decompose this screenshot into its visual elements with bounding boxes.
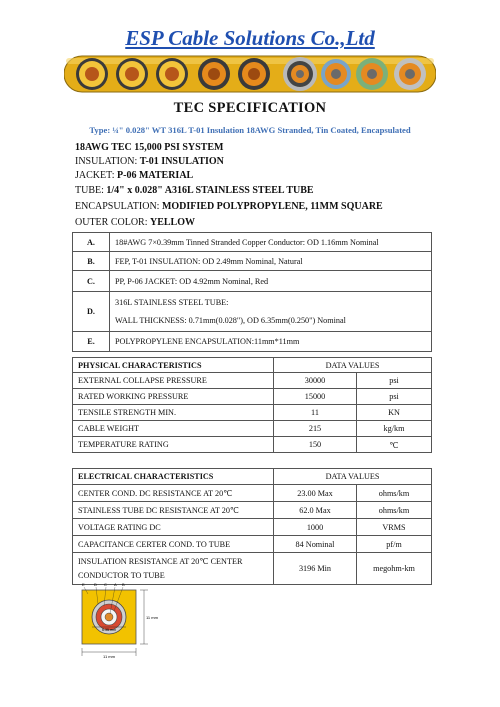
- property-value: 84 Nominal: [274, 536, 357, 553]
- spec-tube-value: 1/4" x 0.028" A316L STAINLESS STEEL TUBE: [106, 185, 314, 196]
- cable-cross-section-left: [76, 58, 188, 90]
- spec-insulation-label: INSULATION:: [75, 156, 140, 167]
- property-value: 30000: [274, 373, 357, 389]
- table-row: [73, 437, 432, 453]
- table-row: [73, 252, 432, 271]
- property-name: TENSILE STRENGTH MIN.: [73, 405, 274, 421]
- property-unit: VRMS: [357, 519, 432, 536]
- cable-banner-image: [64, 52, 436, 96]
- table-row: [73, 233, 432, 252]
- spec-outer-color-label: OUTER COLOR:: [75, 217, 150, 228]
- spec-insulation: [75, 155, 455, 169]
- property-name: EXTERNAL COLLAPSE PRESSURE: [73, 373, 274, 389]
- spec-outer-color: [75, 216, 455, 230]
- construction-key: B.: [73, 252, 110, 271]
- property-unit: megohm-km: [357, 553, 432, 585]
- spec-tube-label: TUBE:: [75, 185, 107, 196]
- property-unit: KN: [357, 405, 432, 421]
- table-row: [73, 405, 432, 421]
- table-row: [73, 292, 432, 332]
- table-row: [73, 389, 432, 405]
- electrical-table: [72, 468, 432, 585]
- table-row: [73, 536, 432, 553]
- property-name: CAPACITANCE CERTER COND. TO TUBE: [73, 536, 274, 553]
- table-header-row: [73, 469, 432, 485]
- diagram-label-c: C: [104, 582, 107, 587]
- property-name: STAINLESS TUBE DC RESISTANCE AT 20℃: [73, 502, 274, 519]
- table-row: [73, 332, 432, 352]
- property-value: 215: [274, 421, 357, 437]
- spec-jacket-value: P-06 MATERIAL: [117, 170, 194, 181]
- physical-values-header: DATA VALUES: [274, 358, 432, 373]
- property-unit: kg/km: [357, 421, 432, 437]
- spec-encapsulation-label: ENCAPSULATION:: [75, 201, 162, 212]
- table-row: [73, 519, 432, 536]
- property-value: 1000: [274, 519, 357, 536]
- spec-jacket-label: JACKET:: [75, 170, 118, 181]
- property-name: CENTER COND. DC RESISTANCE AT 20℃: [73, 485, 274, 502]
- company-name: ESP Cable Solutions Co.,Ltd: [125, 26, 375, 50]
- physical-table: [72, 357, 432, 453]
- spec-system: [75, 141, 455, 155]
- type-subtitle: Type: ¼" 0.028" WT 316L T-01 Insulation 18AWG Stranded, Tin Coated, Encapsulated: [89, 125, 411, 135]
- electrical-values-header: DATA VALUES: [274, 469, 432, 485]
- property-value: 150: [274, 437, 357, 453]
- spec-encapsulation-value: MODIFIED POLYPROPYLENE, 11MM SQUARE: [161, 201, 383, 212]
- cross-section-diagram: [74, 580, 164, 660]
- construction-line: WALL THICKNESS: 0.71mm(0.028"), OD 6.35mm(0.250") Nominal: [115, 315, 346, 325]
- diagram-label-d: D: [94, 582, 97, 587]
- table-row: [73, 271, 432, 292]
- table-row: [73, 421, 432, 437]
- property-unit: ohms/km: [357, 485, 432, 502]
- property-value: 15000: [274, 389, 357, 405]
- diagram-label-e: E: [82, 582, 85, 587]
- construction-value: 18#AWG 7×0.39mm Tinned Stranded Copper Conductor: OD 1.16mm Nominal: [110, 233, 432, 252]
- construction-line: 316L STAINLESS STEEL TUBE:: [115, 297, 229, 307]
- property-value: 62.0 Max: [274, 502, 357, 519]
- table-header-row: [73, 358, 432, 373]
- spec-insulation-value: T-01 INSULATION: [139, 156, 224, 167]
- physical-header: PHYSICAL CHARACTERISTICS: [73, 358, 274, 373]
- property-unit: ohms/km: [357, 502, 432, 519]
- property-unit: pf/m: [357, 536, 432, 553]
- construction-key: E.: [73, 332, 110, 352]
- property-unit: ℃: [357, 437, 432, 453]
- construction-key: D.: [73, 292, 110, 332]
- conductor-circle: [105, 613, 113, 621]
- property-name-line: INSULATION RESISTANCE AT 20℃ CENTER: [78, 556, 243, 566]
- property-name: TEMPERATURE RATING: [73, 437, 274, 453]
- spec-outer-color-value: YELLOW: [150, 217, 196, 228]
- diagram-label-a: A: [114, 582, 117, 587]
- table-row: [73, 485, 432, 502]
- table-row: [73, 373, 432, 389]
- spec-tube: [75, 184, 455, 198]
- spec-jacket: [75, 169, 455, 183]
- property-value: 11: [274, 405, 357, 421]
- dim-side-label: 11 mm: [146, 615, 158, 620]
- construction-value: POLYPROPYLENE ENCAPSULATION:11mm*11mm: [110, 332, 432, 352]
- dim-bottom-label: 11 mm: [103, 654, 115, 659]
- construction-value: PP, P-06 JACKET: OD 4.92mm Nominal, Red: [110, 271, 432, 292]
- property-value: 23.00 Max: [274, 485, 357, 502]
- property-name: CABLE WEIGHT: [73, 421, 274, 437]
- page-title: TEC SPECIFICATION: [173, 100, 327, 116]
- diagram-label-b: B: [122, 582, 125, 587]
- construction-value: [110, 292, 432, 332]
- construction-table: [72, 232, 432, 352]
- property-name: RATED WORKING PRESSURE: [73, 389, 274, 405]
- construction-key: C.: [73, 271, 110, 292]
- property-name: VOLTAGE RATING DC: [73, 519, 274, 536]
- spec-system-value: 18AWG TEC 15,000 PSI SYSTEM: [75, 142, 224, 153]
- table-row: [73, 502, 432, 519]
- property-name-line: CONDUCTOR TO TUBE: [78, 570, 165, 580]
- property-unit: psi: [357, 373, 432, 389]
- electrical-header: ELECTRICAL CHARACTERISTICS: [73, 469, 274, 485]
- dim-inner-label: 6.35 mm: [102, 628, 116, 632]
- construction-key: A.: [73, 233, 110, 252]
- property-unit: psi: [357, 389, 432, 405]
- construction-value: FEP, T-01 INSULATION: OD 2.49mm Nominal, Natural: [110, 252, 432, 271]
- property-value: 3196 Min: [274, 553, 357, 585]
- spec-encapsulation: [75, 200, 455, 214]
